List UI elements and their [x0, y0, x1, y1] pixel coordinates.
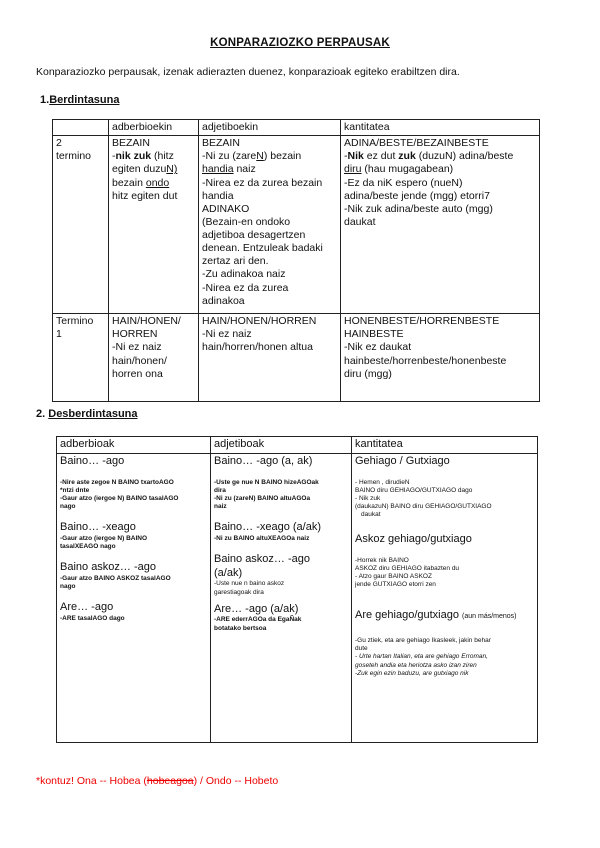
term-cell: [53, 314, 109, 402]
rule-heading: Baino… -ago (a, ak): [214, 454, 313, 467]
example-line: botatako bertsoa: [214, 624, 267, 632]
example-line: adina/beste jende (mgg) etorri7: [344, 189, 490, 202]
keyword: BEZAIN: [202, 137, 240, 150]
section-number: 2.: [36, 408, 46, 420]
example-line: adjetiboa desagertzen: [202, 229, 306, 241]
example-line: ASKOZ diru GEHIAGO itabazten du: [355, 565, 460, 572]
example-line: zertaz ari den.: [202, 255, 269, 268]
note-text: *kontuz! Ona -- Hobea (: [36, 775, 147, 787]
term-line: 1: [56, 328, 62, 341]
desberdintasuna-table: [56, 436, 538, 743]
adberbio-cell: [109, 136, 199, 314]
example-line: adinakoa: [202, 294, 245, 307]
example-line: -Ni zu (zareN) bezain: [202, 150, 302, 163]
berdintasuna-table: [52, 119, 540, 402]
rule-heading: Baino… -xeago: [60, 521, 136, 533]
header-cell: kantitatea: [352, 437, 538, 454]
example-line: -Uste nue n baino askoz: [214, 580, 285, 588]
example-line: tasalXEAGO nago: [60, 542, 116, 550]
example-line: -Ni ez naiz: [112, 341, 162, 354]
example-line: -Ni zu (zareN) BAINO altuAGOa: [214, 494, 311, 502]
struck-word: hobeagoa: [146, 775, 194, 787]
example-line: handia naiz: [202, 163, 256, 176]
header-cell: [53, 120, 109, 136]
table-row: [53, 314, 540, 402]
example-line: diru (hau mugagabean): [344, 163, 454, 176]
rule-heading: Baino askoz… -ago: [60, 561, 156, 573]
example-line: (Bezain-en ondoko: [202, 215, 291, 228]
example-line: -Ni zu BAINO altuXEAGOa naiz: [214, 534, 310, 542]
term-line: 2: [56, 137, 62, 150]
example-line: -Gu ztiek, eta are gehiago Ikasleek, jakin behar: [355, 637, 491, 645]
section-heading-desberdintasuna: [36, 408, 138, 420]
example-line: hain/honen/: [112, 354, 167, 367]
keyword: ADINAKO: [202, 202, 250, 215]
example-line: diru (mgg): [344, 367, 392, 380]
keyword: BEZAIN: [112, 137, 150, 150]
adjetibo-cell: [199, 314, 341, 402]
keyword: HAIN/HONEN/: [112, 315, 181, 328]
section-heading-berdintasuna: [40, 94, 119, 106]
section-label: Desberdintasuna: [48, 408, 138, 420]
example-line: naiz: [214, 502, 227, 510]
example-line: dute: [355, 645, 368, 653]
rule-heading: Askoz gehiago/gutxiago: [355, 533, 472, 546]
example-line: horren ona: [112, 367, 163, 380]
example-line: -Horrek nik BAINO: [355, 556, 409, 564]
example-line: goseteh andia eta heriotza asko izan ziren: [355, 661, 477, 669]
note-text: ) / Ondo -- Hobeto: [193, 775, 279, 787]
example-line: -ARE tasalAGO dago: [60, 614, 125, 622]
rule-heading: Gehiago / Gutxiago: [355, 454, 450, 467]
keyword: HAINBESTE: [344, 328, 404, 341]
example-line: -Nire aste zegoe N BAINO txartoAGO: [60, 478, 174, 486]
example-line: -Zuk egin ezin baduzu, are gutxiago nik: [355, 669, 469, 677]
example-line: -Gaur atzo (iergoe N) BAINO: [60, 534, 148, 542]
header-cell: adjetiboak: [211, 437, 352, 454]
rule-heading: Baino askoz… -ago: [214, 552, 310, 565]
term-line: Termino: [56, 315, 94, 328]
example-line: denean. Entzuleak badaki: [202, 242, 323, 255]
example-line: -Gaur atzo (iergoe N) BAINO tasalAGO: [60, 494, 179, 502]
section-number: 1.: [40, 94, 50, 106]
rule-heading: Are… -ago (a/ak): [214, 602, 299, 615]
example-line: daukat: [361, 511, 381, 518]
adberbio-cell: [109, 314, 199, 402]
keyword: HAIN/HONEN/HORREN: [202, 315, 317, 328]
table-header-row: [53, 120, 540, 136]
table-row: [57, 453, 538, 742]
keyword: HORREN: [112, 328, 158, 341]
example-line: hainbeste/horrenbeste/honenbeste: [344, 354, 507, 367]
example-line: handia: [202, 189, 234, 202]
term-line: termino: [56, 150, 92, 163]
table-header-row: [57, 437, 538, 454]
example-line: -Uste ge nue N BAINO hizeAGOak: [214, 478, 319, 486]
example-line: nago: [60, 502, 76, 510]
header-cell: adberbioak: [57, 437, 211, 454]
example-line: hitz egiten dut: [112, 189, 178, 202]
example-line: - Nik zuk: [355, 494, 381, 502]
rule-heading: Are gehiago/gutxiago (aun más/menos): [355, 609, 517, 622]
example-line: garestiagoak dira: [214, 588, 264, 596]
example-line: -Nik ez daukat: [344, 341, 412, 354]
adjetibo-cell: [199, 136, 341, 314]
intro-paragraph: Konparaziozko perpausak, izenak adierazten duenez, konparazioak egiteko erabiltzen dira.: [36, 66, 460, 78]
rule-heading: (a/ak): [214, 566, 243, 579]
keyword: HONENBESTE/HORRENBESTE: [344, 315, 500, 328]
kantitate-cell: [352, 453, 538, 742]
example-line: daukat: [344, 215, 376, 228]
header-cell: adjetiboekin: [199, 120, 341, 136]
example-line: dira: [214, 486, 226, 494]
example-line: -Gaur atzo BAINO ASKOZ tasalAGO: [60, 574, 171, 582]
term-cell: [53, 136, 109, 314]
example-line: -Nik ez dut zuk (duzuN) adina/beste: [344, 150, 514, 163]
example-line: -Nik zuk adina/beste auto (mgg): [344, 202, 493, 215]
example-line: -nik zuk (hitz: [112, 150, 174, 163]
example-line: (daukazuN) BAINO diru GEHIAGO/GUTXIAGO: [355, 502, 492, 510]
example-line: BAINO diru GEHIAGO/GUTXIAGO dago: [355, 486, 473, 494]
example-line: -Nirea ez da zurea bezain: [202, 176, 323, 189]
adjetibo-cell: [211, 453, 352, 742]
example-line: bezain ondo: [112, 176, 170, 189]
rule-heading: Baino… -xeago (a/ak): [214, 521, 321, 533]
rule-heading: Are… -ago: [60, 601, 114, 613]
section-label: Berdintasuna: [49, 94, 120, 106]
example-line: jende GUTXIAGO etorri zen: [355, 581, 436, 589]
kantitate-cell: [341, 136, 540, 314]
example-line: - Hemen , dirudieN: [355, 478, 410, 486]
header-cell: adberbioekin: [109, 120, 199, 136]
adberbio-cell: [57, 453, 211, 742]
example-line: -Ez da niK espero (nueN): [344, 176, 463, 189]
example-line: *ntzi dnte: [60, 486, 90, 494]
example-line: egiten duzuN): [112, 163, 178, 176]
kantitate-cell: [341, 314, 540, 402]
example-line: -Nirea ez da zurea: [202, 281, 289, 294]
example-line: nago: [60, 582, 76, 590]
rule-heading: Baino… -ago: [60, 454, 125, 467]
example-line: -Ni ez naiz: [202, 328, 252, 341]
page-title: KONPARAZIOZKO PERPAUSAK: [210, 37, 390, 49]
header-cell: kantitatea: [341, 120, 540, 136]
example-line: - Urte hartan Italian, eta are gehiago Erroman,: [355, 653, 488, 661]
table-row: [53, 136, 540, 314]
example-line: - Atzo gaur BAINO ASKOZ: [355, 573, 432, 581]
keyword: ADINA/BESTE/BEZAINBESTE: [344, 137, 489, 150]
example-line: hain/horren/honen altua: [202, 341, 313, 354]
example-line: -ARE ederrAGOa da EgaÑak: [214, 616, 302, 624]
example-line: -Zu adinakoa naiz: [202, 268, 286, 281]
warning-note: [36, 775, 278, 787]
